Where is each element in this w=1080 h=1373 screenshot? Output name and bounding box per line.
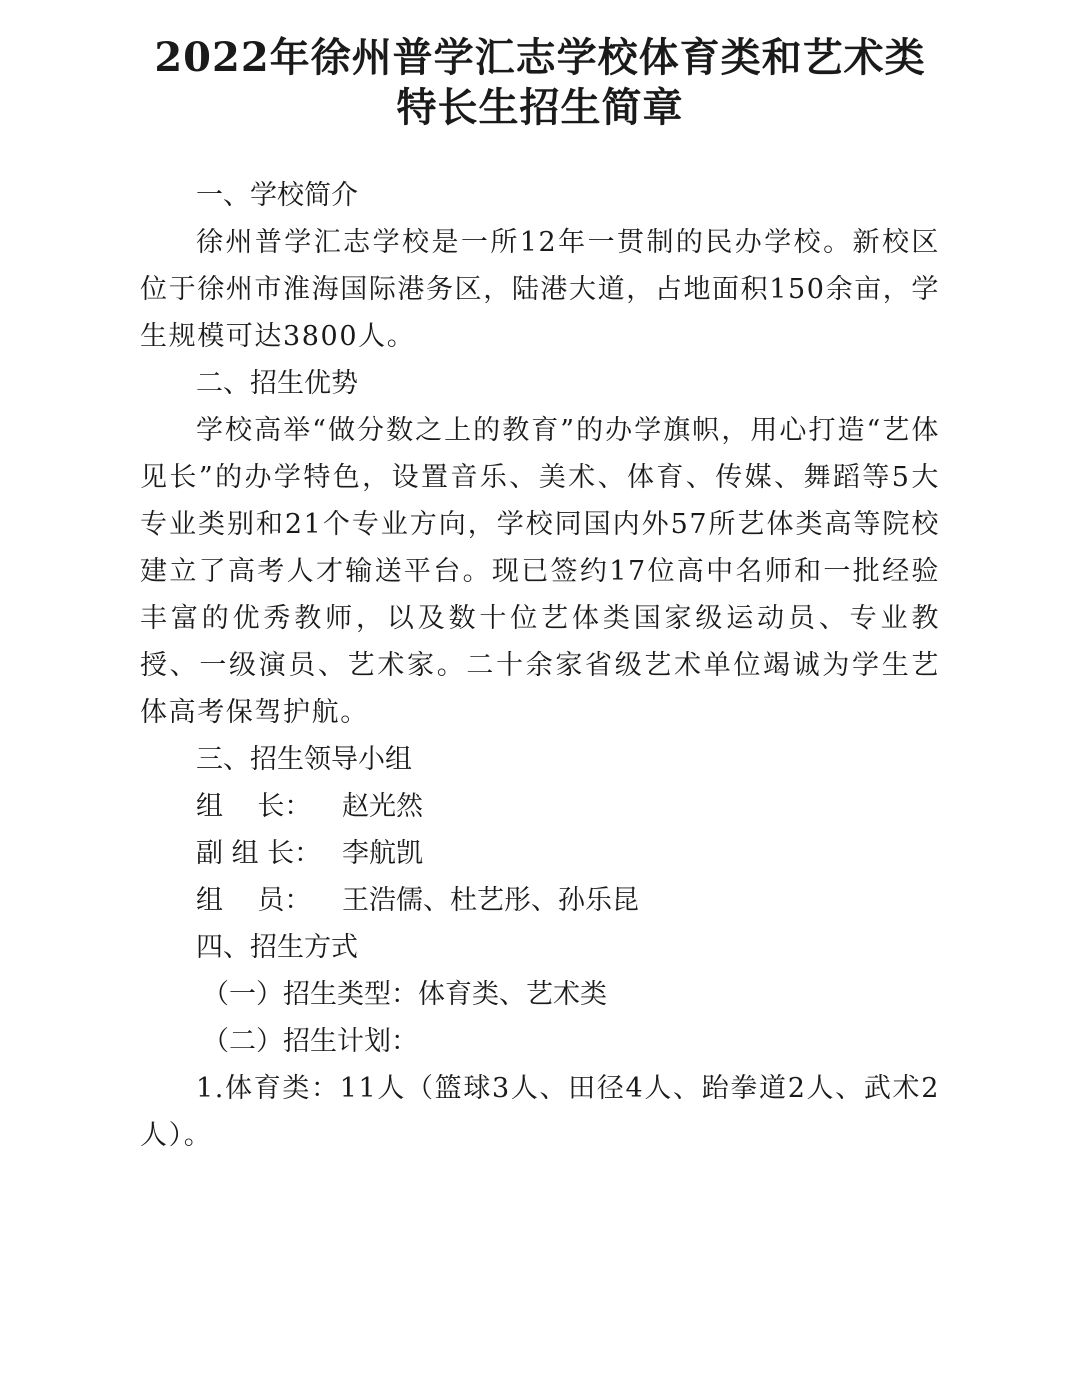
deputy-leader-row — [140, 830, 940, 877]
deputy-leader-role-label: 副 组 长： — [196, 838, 322, 869]
members-role-label: 组 员： — [196, 885, 312, 916]
sports-plan-paragraph: 1.体育类：11人（篮球3人、田径4人、跆拳道2人、武术2人）。 — [140, 1073, 940, 1151]
document-body — [140, 172, 940, 1159]
school-intro-paragraph: 徐州普学汇志学校是一所12年一贯制的民办学校。新校区位于徐州市淮海国际港务区，陆港大道，占地面积150余亩，学生规模可达3800人。 — [140, 227, 940, 352]
members-row — [140, 877, 940, 924]
section-heading-school-intro: 一、学校简介 — [196, 180, 358, 211]
title-line-1: 2022年徐州普学汇志学校体育类和艺术类 — [154, 34, 926, 81]
section-heading-leadership-group: 三、招生领导小组 — [196, 744, 412, 775]
section-heading-enrollment-method: 四、招生方式 — [196, 932, 358, 963]
enrollment-plan-line: （二）招生计划： — [202, 1026, 418, 1057]
members-names: 王浩儒、杜艺彤、孙乐昆 — [342, 885, 639, 916]
enrollment-type-line: （一）招生类型：体育类、艺术类 — [202, 979, 607, 1010]
advantages-paragraph: 学校高举“做分数之上的教育”的办学旗帜，用心打造“艺体见长”的办学特色，设置音乐、美术、体育、传媒、舞蹈等5大专业类别和21个专业方向，学校同国内外57所艺体类高等院校建立了高考人才输送平台。现已签约17位高中名师和一批经验丰富的优秀教师，以及数十位艺体类国家级运动员、专业教授、一级演员、艺术家。二十余家省级艺术单位竭诚为学生艺体高考保驾护航。 — [140, 415, 940, 728]
section-heading-advantages: 二、招生优势 — [196, 368, 358, 399]
leader-role-label: 组 长： — [196, 791, 312, 822]
title-line-2: 特长生招生简章 — [396, 84, 684, 131]
leader-name: 赵光然 — [342, 791, 423, 822]
deputy-leader-name: 李航凯 — [342, 838, 423, 869]
leader-row — [140, 783, 940, 830]
